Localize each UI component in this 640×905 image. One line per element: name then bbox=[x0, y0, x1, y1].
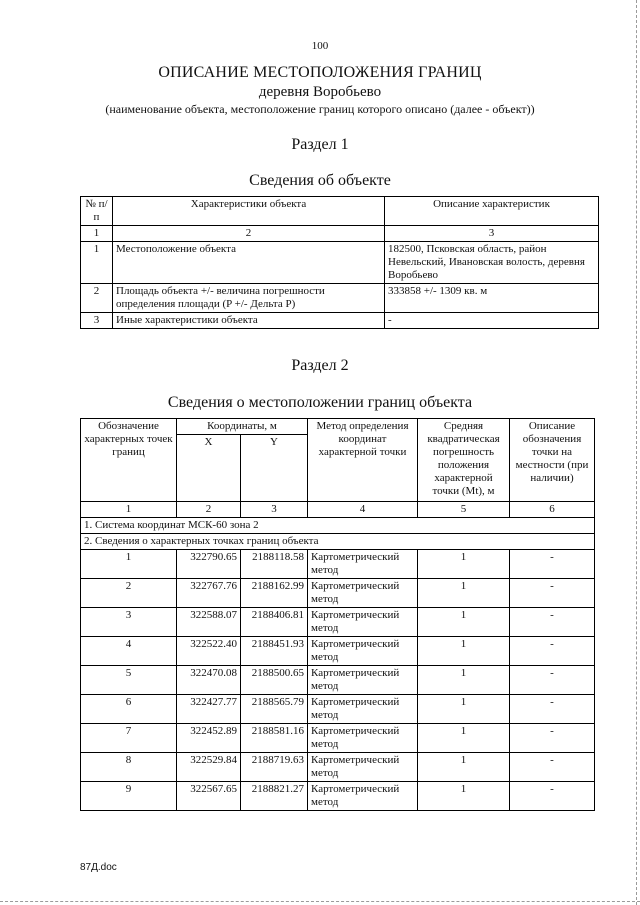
coord-x: 322452.89 bbox=[177, 724, 241, 753]
accuracy: 1 bbox=[418, 579, 510, 608]
column-number-row bbox=[81, 226, 599, 242]
table-row bbox=[81, 637, 595, 666]
header-cell: Описание характеристик bbox=[385, 197, 599, 226]
method: Картометрический метод bbox=[308, 637, 418, 666]
characteristic-name: Местоположение объекта bbox=[113, 242, 385, 284]
header-method: Метод определения координат характерной точки bbox=[308, 419, 418, 502]
row-number: 2 bbox=[81, 284, 113, 313]
accuracy: 1 bbox=[418, 637, 510, 666]
table-row bbox=[81, 724, 595, 753]
description: - bbox=[510, 753, 595, 782]
coord-y: 2188719.63 bbox=[241, 753, 308, 782]
coord-y: 2188118.58 bbox=[241, 550, 308, 579]
column-number: 2 bbox=[177, 502, 241, 518]
coord-y: 2188406.81 bbox=[241, 608, 308, 637]
coord-y: 2188500.65 bbox=[241, 666, 308, 695]
description: - bbox=[510, 695, 595, 724]
header-point: Обозначение характерных точек границ bbox=[81, 419, 177, 502]
point-id: 7 bbox=[81, 724, 177, 753]
table-header-row bbox=[81, 197, 599, 226]
column-number: 1 bbox=[81, 226, 113, 242]
method: Картометрический метод bbox=[308, 724, 418, 753]
points-heading: 2. Сведения о характерных точках границ объекта bbox=[81, 534, 595, 550]
table-row bbox=[81, 753, 595, 782]
header-accuracy: Средняя квадратическая погрешность положения характерной точки (Mt), м bbox=[418, 419, 510, 502]
object-info-table bbox=[80, 196, 599, 329]
section2-subtitle: Сведения о местоположении границ объекта bbox=[167, 394, 473, 411]
table-row bbox=[81, 666, 595, 695]
coord-y: 2188451.93 bbox=[241, 637, 308, 666]
accuracy: 1 bbox=[418, 666, 510, 695]
coord-y: 2188162.99 bbox=[241, 579, 308, 608]
column-number: 6 bbox=[510, 502, 595, 518]
point-id: 4 bbox=[81, 637, 177, 666]
coord-x: 322470.08 bbox=[177, 666, 241, 695]
point-id: 3 bbox=[81, 608, 177, 637]
coord-x: 322522.40 bbox=[177, 637, 241, 666]
description: - bbox=[510, 666, 595, 695]
coord-x: 322567.65 bbox=[177, 782, 241, 811]
file-name-footer: 87Д.doc bbox=[80, 862, 117, 873]
column-number: 3 bbox=[241, 502, 308, 518]
coordinate-system: 1. Система координат МСК-60 зона 2 bbox=[81, 518, 595, 534]
object-caption: (наименование объекта, местоположение границ которого описано (далее - объект)) bbox=[105, 102, 535, 116]
description: - bbox=[510, 782, 595, 811]
coord-y: 2188565.79 bbox=[241, 695, 308, 724]
table-header-row bbox=[81, 419, 595, 435]
header-cell: Характеристики объекта bbox=[113, 197, 385, 226]
accuracy: 1 bbox=[418, 782, 510, 811]
boundary-points-table bbox=[80, 418, 595, 811]
object-name: деревня Воробьево bbox=[258, 84, 382, 100]
table-row bbox=[81, 608, 595, 637]
row-number: 1 bbox=[81, 242, 113, 284]
table-row bbox=[81, 695, 595, 724]
accuracy: 1 bbox=[418, 724, 510, 753]
description: - bbox=[510, 550, 595, 579]
point-id: 5 bbox=[81, 666, 177, 695]
point-id: 1 bbox=[81, 550, 177, 579]
column-number: 2 bbox=[113, 226, 385, 242]
description: - bbox=[510, 637, 595, 666]
characteristic-value: 182500, Псковская область, район Невельский, Ивановская волость, деревня Воробьево bbox=[385, 242, 599, 284]
method: Картометрический метод bbox=[308, 579, 418, 608]
point-id: 6 bbox=[81, 695, 177, 724]
header-x: X bbox=[177, 435, 241, 502]
coord-y: 2188821.27 bbox=[241, 782, 308, 811]
point-id: 2 bbox=[81, 579, 177, 608]
characteristic-value: 333858 +/- 1309 кв. м bbox=[385, 284, 599, 313]
characteristic-value: - bbox=[385, 313, 599, 329]
column-number: 5 bbox=[418, 502, 510, 518]
column-number: 1 bbox=[81, 502, 177, 518]
accuracy: 1 bbox=[418, 550, 510, 579]
description: - bbox=[510, 608, 595, 637]
table-row bbox=[81, 579, 595, 608]
coord-x: 322767.76 bbox=[177, 579, 241, 608]
method: Картометрический метод bbox=[308, 753, 418, 782]
method: Картометрический метод bbox=[308, 782, 418, 811]
coord-y: 2188581.16 bbox=[241, 724, 308, 753]
row-number: 3 bbox=[81, 313, 113, 329]
characteristic-name: Площадь объекта +/- величина погрешности определения площади (P +/- Дельта P) bbox=[113, 284, 385, 313]
coord-x: 322588.07 bbox=[177, 608, 241, 637]
method: Картометрический метод bbox=[308, 550, 418, 579]
method: Картометрический метод bbox=[308, 666, 418, 695]
point-id: 8 bbox=[81, 753, 177, 782]
header-description: Описание обозначения точки на местности (при наличии) bbox=[510, 419, 595, 502]
table-row bbox=[81, 242, 599, 284]
description: - bbox=[510, 724, 595, 753]
column-number: 4 bbox=[308, 502, 418, 518]
points-heading-row bbox=[81, 534, 595, 550]
header-y: Y bbox=[241, 435, 308, 502]
coordinate-system-row bbox=[81, 518, 595, 534]
characteristic-name: Иные характеристики объекта bbox=[113, 313, 385, 329]
accuracy: 1 bbox=[418, 753, 510, 782]
description: - bbox=[510, 579, 595, 608]
section2-title: Раздел 2 bbox=[291, 357, 349, 374]
coord-x: 322427.77 bbox=[177, 695, 241, 724]
column-number-row bbox=[81, 502, 595, 518]
header-coordinates: Координаты, м bbox=[177, 419, 308, 435]
accuracy: 1 bbox=[418, 608, 510, 637]
table-row bbox=[81, 284, 599, 313]
column-number: 3 bbox=[385, 226, 599, 242]
section1-title: Раздел 1 bbox=[291, 136, 349, 153]
method: Картометрический метод bbox=[308, 695, 418, 724]
point-id: 9 bbox=[81, 782, 177, 811]
table-row bbox=[81, 550, 595, 579]
page-edge-bottom bbox=[0, 901, 640, 902]
method: Картометрический метод bbox=[308, 608, 418, 637]
coord-x: 322790.65 bbox=[177, 550, 241, 579]
document-title: ОПИСАНИЕ МЕСТОПОЛОЖЕНИЯ ГРАНИЦ bbox=[158, 64, 482, 81]
section1-subtitle: Сведения об объекте bbox=[249, 172, 391, 189]
table-row bbox=[81, 782, 595, 811]
header-cell: № п/п bbox=[81, 197, 113, 226]
table-row bbox=[81, 313, 599, 329]
coord-x: 322529.84 bbox=[177, 753, 241, 782]
accuracy: 1 bbox=[418, 695, 510, 724]
page-number: 100 bbox=[311, 40, 329, 52]
